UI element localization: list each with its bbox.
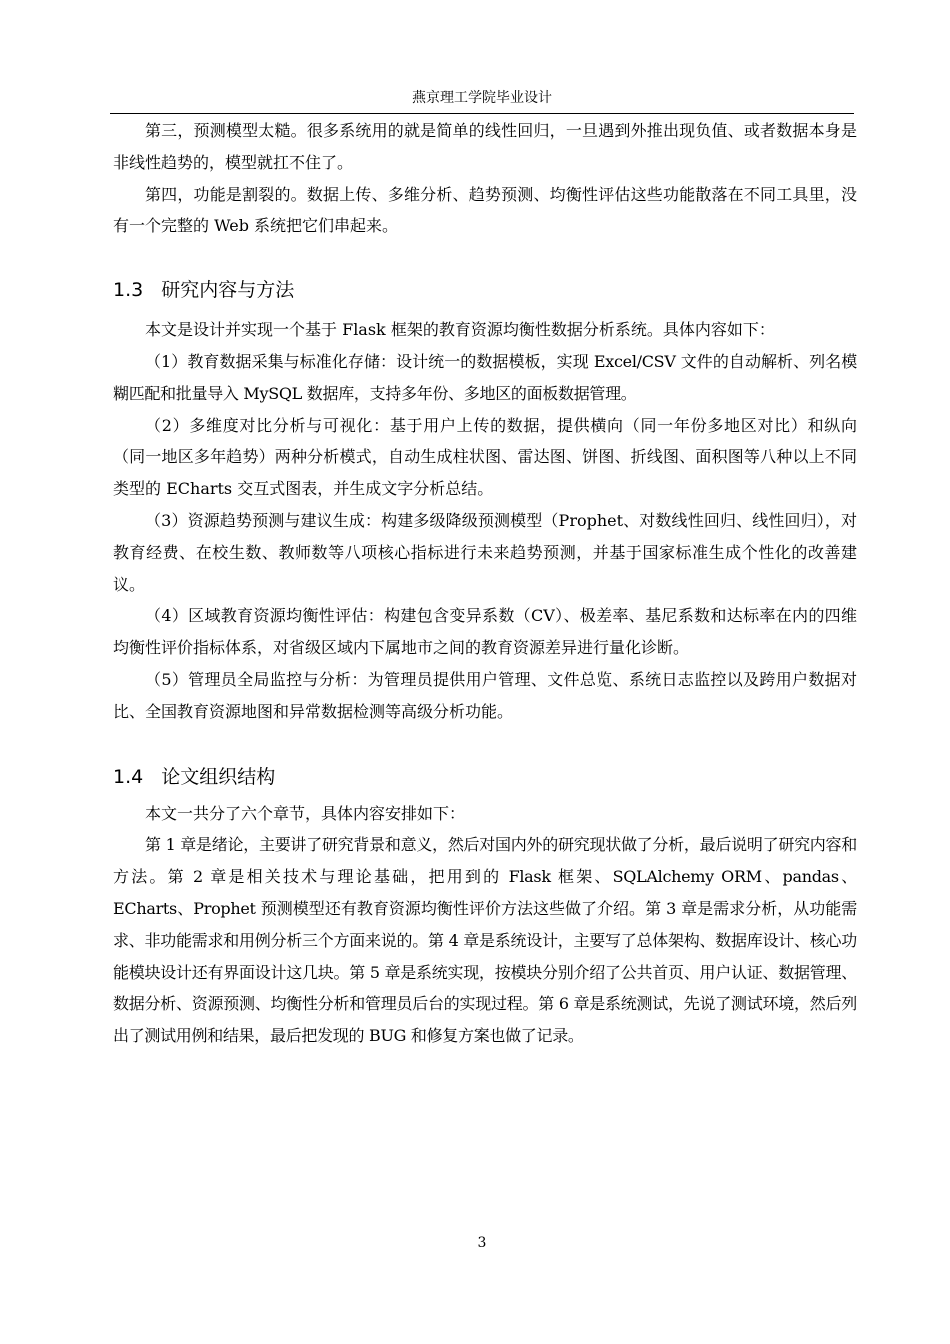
body-paragraph: 第三，预测模型太糙。很多系统用的就是简单的线性回归，一旦遇到外推出现负值、或者数据本身是非线性趋势的，模型就扛不住了。	[113, 121, 857, 172]
page-body	[113, 115, 857, 1052]
body-paragraph: 本文一共分了六个章节，具体内容安排如下：	[145, 803, 466, 823]
section-number: 1.3	[113, 279, 144, 302]
body-paragraph: 第四，功能是割裂的。数据上传、多维分析、趋势预测、均衡性评估这些功能散落在不同工具里，没有一个完整的 Web 系统把它们串起来。	[113, 184, 857, 236]
list-item: （3）资源趋势预测与建议生成：构建多级降级预测模型（Prophet、对数线性回归、线性回归），对教育经费、在校生数、教师数等八项核心指标进行未来趋势预测，并基于国家标准生成个性化的改善建议。	[113, 510, 857, 594]
list-item: （1）教育数据采集与标准化存储：设计统一的数据模板，实现 Excel/CSV 文件的自动解析、列名模糊匹配和批量导入 MySQL 数据库，支持多年份、多地区的面板数据管理。	[113, 351, 857, 403]
list-item: （2）多维度对比分析与可视化：基于用户上传的数据，提供横向（同一年份多地区对比）和纵向（同一地区多年趋势）两种分析模式，自动生成柱状图、雷达图、饼图、折线图、面积图等八种以上不同类型的 ECharts 交互式图表，并生成文字分析总结。	[113, 415, 857, 499]
header-rule	[110, 113, 854, 114]
page-number: 3	[477, 1235, 487, 1251]
list-item: （5）管理员全局监控与分析：为管理员提供用户管理、文件总览、系统日志监控以及跨用户数据对比、全国教育资源地图和异常数据检测等高级分析功能。	[113, 669, 857, 721]
section-heading-1-4	[113, 762, 857, 792]
section-title: 论文组织结构	[161, 765, 276, 788]
list-item: （4）区域教育资源均衡性评估：构建包含变异系数（CV）、极差率、基尼系数和达标率在内的四维均衡性评价指标体系，对省级区域内下属地市之间的教育资源差异进行量化诊断。	[113, 606, 857, 658]
body-paragraph: 第 1 章是绪论，主要讲了研究背景和意义，然后对国内外的研究现状做了分析，最后说明了研究内容和方法。第 2 章是相关技术与理论基础，把用到的 Flask 框架、SQLAlchemy ORM、pandas、ECharts、Prophet 预测模型还有教育资源均衡性评价方法这些做了介绍。第 3 章是需求分析，从功能需求、非功能需求和用例分析三个方面来说的。第 4 章是系统设计，主要写了总体架构、数据库设计、核心功能模块设计还有界面设计这几块。第 5 章是系统实现，按模块分别介绍了公共首页、用户认证、数据管理、数据分析、资源预测、均衡性分析和管理员后台的实现过程。第 6 章是系统测试，先说了测试环境，然后列出了测试用例和结果，最后把发现的 BUG 和修复方案也做了记录。	[113, 835, 857, 1046]
section-heading-1-3	[113, 275, 857, 305]
page-header: 燕京理工学院毕业设计	[412, 90, 552, 106]
section-number: 1.4	[113, 765, 144, 788]
section-title: 研究内容与方法	[161, 279, 295, 302]
body-paragraph: 本文是设计并实现一个基于 Flask 框架的教育资源均衡性数据分析系统。具体内容如下：	[145, 320, 775, 340]
